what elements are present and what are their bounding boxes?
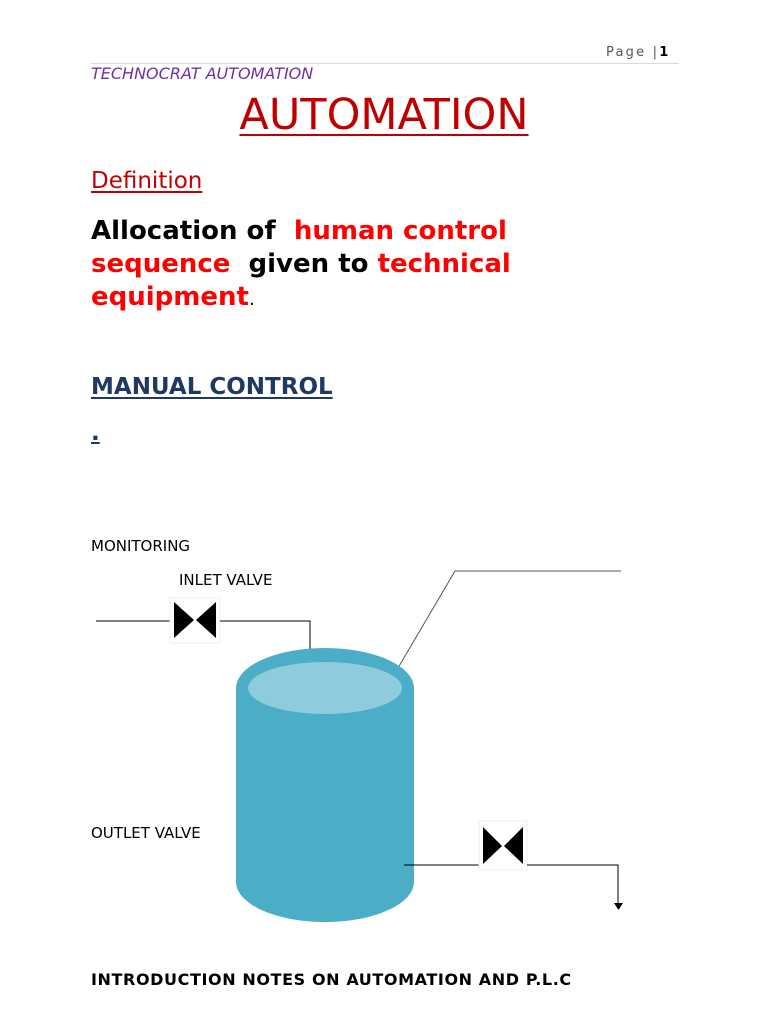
outlet-pipe-right (527, 865, 618, 904)
definition-highlight: technical (377, 249, 511, 279)
definition-text: given to (248, 249, 369, 279)
manual-control-heading: MANUAL CONTROL (91, 374, 333, 400)
page-label: Page | (606, 45, 660, 60)
definition-text: Allocation of (91, 216, 276, 246)
tank-icon (236, 648, 414, 922)
inlet-pipe-right (220, 621, 310, 650)
outlet-valve-icon (479, 821, 527, 870)
outlet-valve-label: OUTLET VALVE (91, 824, 201, 842)
outflow-arrow-icon (614, 903, 623, 910)
inlet-valve-label: INLET VALVE (179, 571, 273, 589)
footer-text: INTRODUCTION NOTES ON AUTOMATION AND P.L.C (91, 970, 572, 989)
manual-control-dot: . (91, 420, 100, 446)
monitoring-label: MONITORING (91, 537, 191, 555)
page-number-value: 1 (659, 45, 669, 60)
tank-top-surface (248, 662, 402, 714)
company-name: TECHNOCRAT AUTOMATION (91, 64, 314, 83)
definition-highlight: equipment (91, 282, 249, 312)
definition-highlight: human control (293, 216, 507, 246)
definition-highlight: sequence (91, 249, 231, 279)
page-title: AUTOMATION (239, 90, 529, 140)
inlet-valve-icon (170, 598, 220, 643)
definition-period: . (248, 289, 255, 310)
definition-heading: Definition (91, 168, 203, 194)
monitoring-leader-line (398, 571, 621, 668)
